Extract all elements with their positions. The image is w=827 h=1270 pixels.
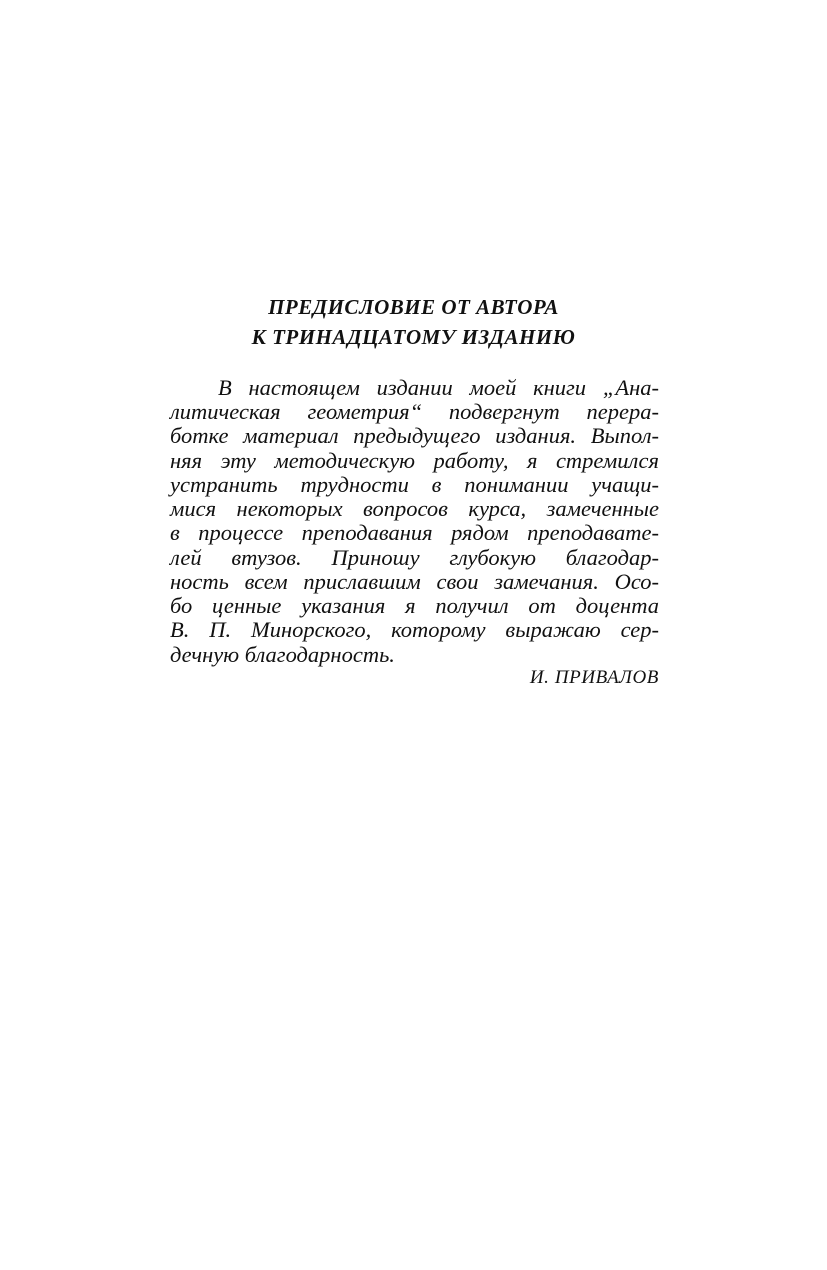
body-line: лей втузов. Приношу глубокую благодар- [170,545,659,570]
body-line: В настоящем издании моей книги „Ана- [218,375,659,400]
body-line: бо ценные указания я получил от доцента [170,593,659,618]
body-line: няя эту методическую работу, я стремился [170,448,659,473]
body-line: ботке материал предыдущего издания. Выпол- [170,423,659,448]
body-line: дечную благодарность. [170,642,395,667]
preface-title-line-2: К ТРИНАДЦАТОМУ ИЗДАНИЮ [251,325,576,349]
body-line: ность всем приславшим свои замечания. Осо- [170,569,659,594]
body-line: в процессе преподавания рядом преподавате- [170,520,659,545]
author-signature: И. ПРИВАЛОВ [529,667,659,688]
body-line: устранить трудности в понимании учащи- [170,472,659,497]
preface-title-line-1: ПРЕДИСЛОВИЕ ОТ АВТОРА [268,295,559,319]
body-line: мися некоторых вопросов курса, замеченные [170,496,659,521]
body-line: литическая геометрия“ подвергнут перера- [170,399,659,424]
body-line: В. П. Минорского, которому выражаю сер- [170,617,659,642]
